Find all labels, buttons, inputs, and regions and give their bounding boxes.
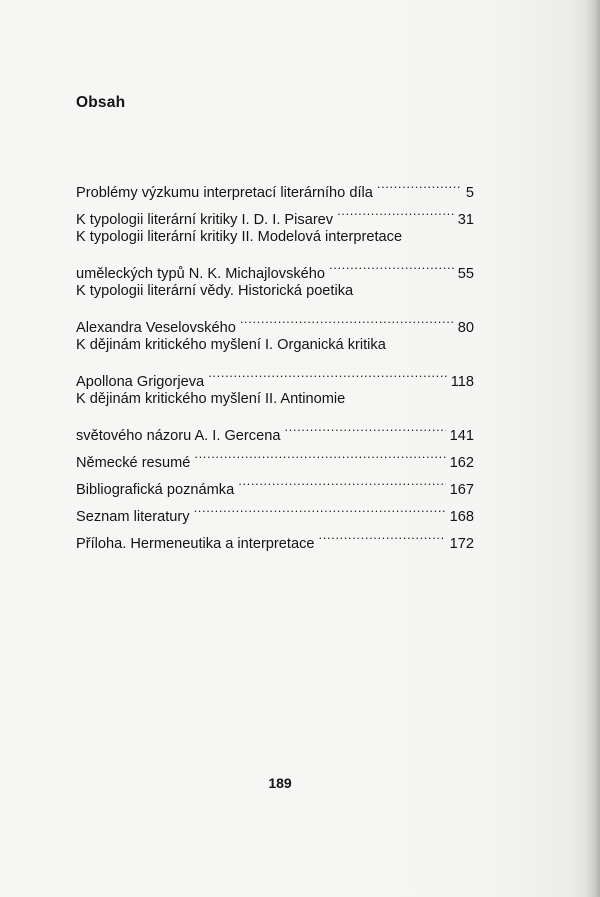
- leader-dots: [238, 467, 445, 494]
- toc-entry-title: Bibliografická poznámka: [76, 482, 235, 498]
- toc-entry-page: 162: [449, 455, 474, 471]
- toc-entry-title: K typologii literární kritiky I. D. I. Pisarev: [76, 212, 334, 228]
- leader-dots: [329, 251, 454, 278]
- toc-entry[interactable]: [76, 278, 474, 336]
- toc-entry-line: [76, 305, 474, 336]
- toc-heading: Obsah: [76, 94, 126, 111]
- toc-entry[interactable]: [76, 386, 474, 444]
- toc-entry-page: 172: [449, 536, 474, 552]
- toc-entry-title-line: K dějinám kritického myšlení II. Antinomie: [76, 391, 346, 407]
- toc-entry-title-line: K dějinám kritického myšlení I. Organická kritika: [76, 337, 386, 353]
- page-edge-shadow: [586, 0, 600, 897]
- leader-dots: [208, 359, 447, 386]
- toc-entry-page: 55: [457, 266, 474, 282]
- toc-entry-page: 167: [449, 482, 474, 498]
- leader-dots: [319, 521, 446, 548]
- leader-dots: [240, 305, 454, 332]
- toc-entry-page: 31: [457, 212, 474, 228]
- toc-entry-title: Seznam literatury: [76, 509, 190, 525]
- show-through-text: · · · · · · · ·: [330, 96, 386, 110]
- toc-entry-title: Apollona Grigorjeva: [76, 374, 205, 390]
- toc-entry-line: [76, 170, 474, 201]
- toc-entry-title: uměleckých typů N. K. Michajlovského: [76, 266, 326, 282]
- leader-dots: [194, 440, 445, 467]
- toc-entry-title-line: K typologii literární kritiky II. Modelová interpretace: [76, 229, 403, 245]
- toc-entry-line: [76, 251, 474, 282]
- toc-entry[interactable]: [76, 332, 474, 390]
- toc-entry-page: 80: [457, 320, 474, 336]
- toc-entry-title: Německé resumé: [76, 455, 191, 471]
- toc-entry-title: Alexandra Veselovského: [76, 320, 236, 336]
- table-of-contents: [76, 170, 474, 552]
- toc-entry-line: [76, 359, 474, 390]
- leader-dots: [284, 413, 445, 440]
- toc-entry[interactable]: [76, 224, 474, 282]
- toc-entry-page: 5: [465, 185, 474, 201]
- toc-entry-title: Problémy výzkumu interpretací literárního díla: [76, 185, 373, 201]
- toc-entry-title: Příloha. Hermeneutika a interpretace: [76, 536, 315, 552]
- leader-dots: [337, 197, 454, 224]
- toc-entry-line: [76, 413, 474, 444]
- toc-entry-page: 168: [449, 509, 474, 525]
- toc-entry-title-line: K typologii literární vědy. Historická poetika: [76, 283, 354, 299]
- leader-dots: [377, 170, 462, 197]
- toc-entry[interactable]: [76, 170, 474, 201]
- toc-entry-page: 118: [450, 374, 474, 390]
- toc-entry-title: světového názoru A. I. Gercena: [76, 428, 281, 444]
- toc-entry-page: 141: [449, 428, 474, 444]
- leader-dots: [194, 494, 446, 521]
- show-through-text: · · · · · · · · · · · · · · · · · ·: [200, 128, 329, 142]
- page-number: 189: [268, 775, 292, 791]
